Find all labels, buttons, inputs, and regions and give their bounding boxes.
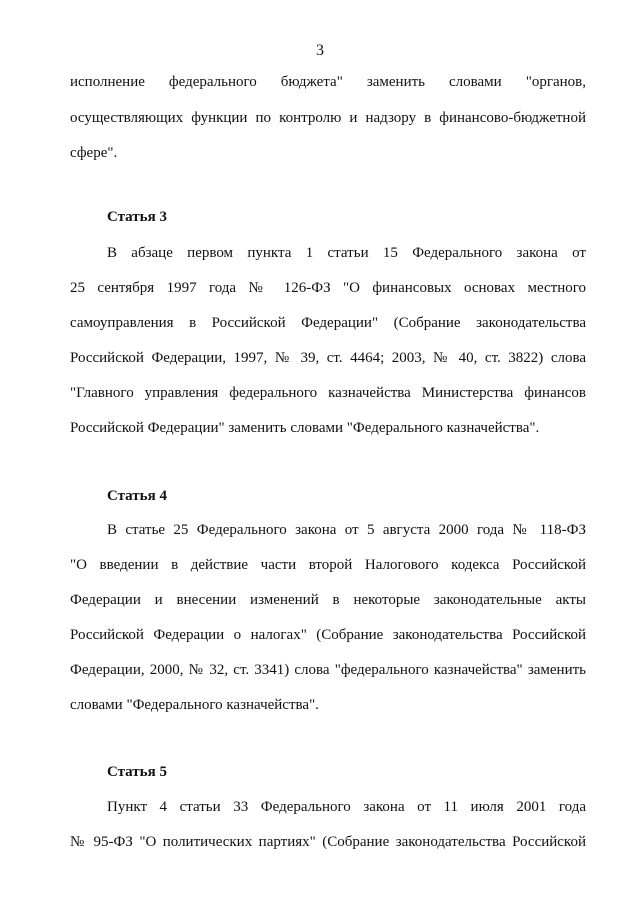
article-5-line-2: № 95-ФЗ "О политических партиях" (Собрание законодательства Российской <box>70 834 586 850</box>
article-3-line-6: Российской Федерации" заменить словами "Федерального казначейства". <box>70 420 540 436</box>
article-3-line-4: Российской Федерации, 1997, № 39, ст. 4464; 2003, № 40, ст. 3822) слова <box>70 350 586 366</box>
intro-line-1: исполнение федерального бюджета" заменить словами "органов, <box>70 74 586 90</box>
article-4-line-5: Федерации, 2000, № 32, ст. 3341) слова "федерального казначейства" заменить <box>70 662 586 678</box>
article-3-heading: Статья 3 <box>107 209 167 225</box>
intro-line-2: осуществляющих функции по контролю и надзору в финансово-бюджетной <box>70 110 586 126</box>
article-5-heading: Статья 5 <box>107 764 167 780</box>
article-4-line-2: "О введении в действие части второй Налогового кодекса Российской <box>70 557 586 573</box>
article-3-line-3: самоуправления в Российской Федерации" (Собрание законодательства <box>70 315 586 331</box>
article-4-line-3: Федерации и внесении изменений в некоторые законодательные акты <box>70 592 586 608</box>
article-4-line-4: Российской Федерации о налогах" (Собрание законодательства Российской <box>70 627 586 643</box>
article-3-line-5: "Главного управления федерального казначейства Министерства финансов <box>70 385 586 401</box>
article-3-line-1: В абзаце первом пункта 1 статьи 15 Федерального закона от <box>107 245 586 261</box>
intro-line-3: сфере". <box>70 145 118 161</box>
article-4-line-6: словами "Федерального казначейства". <box>70 697 319 713</box>
article-4-line-1: В статье 25 Федерального закона от 5 августа 2000 года № 118-ФЗ <box>107 522 586 538</box>
article-5-line-1: Пункт 4 статьи 33 Федерального закона от 11 июля 2001 года <box>107 799 586 815</box>
article-3-line-2: 25 сентября 1997 года № 126-ФЗ "О финансовых основах местного <box>70 280 586 296</box>
page-number: 3 <box>316 42 324 59</box>
article-4-heading: Статья 4 <box>107 488 167 504</box>
